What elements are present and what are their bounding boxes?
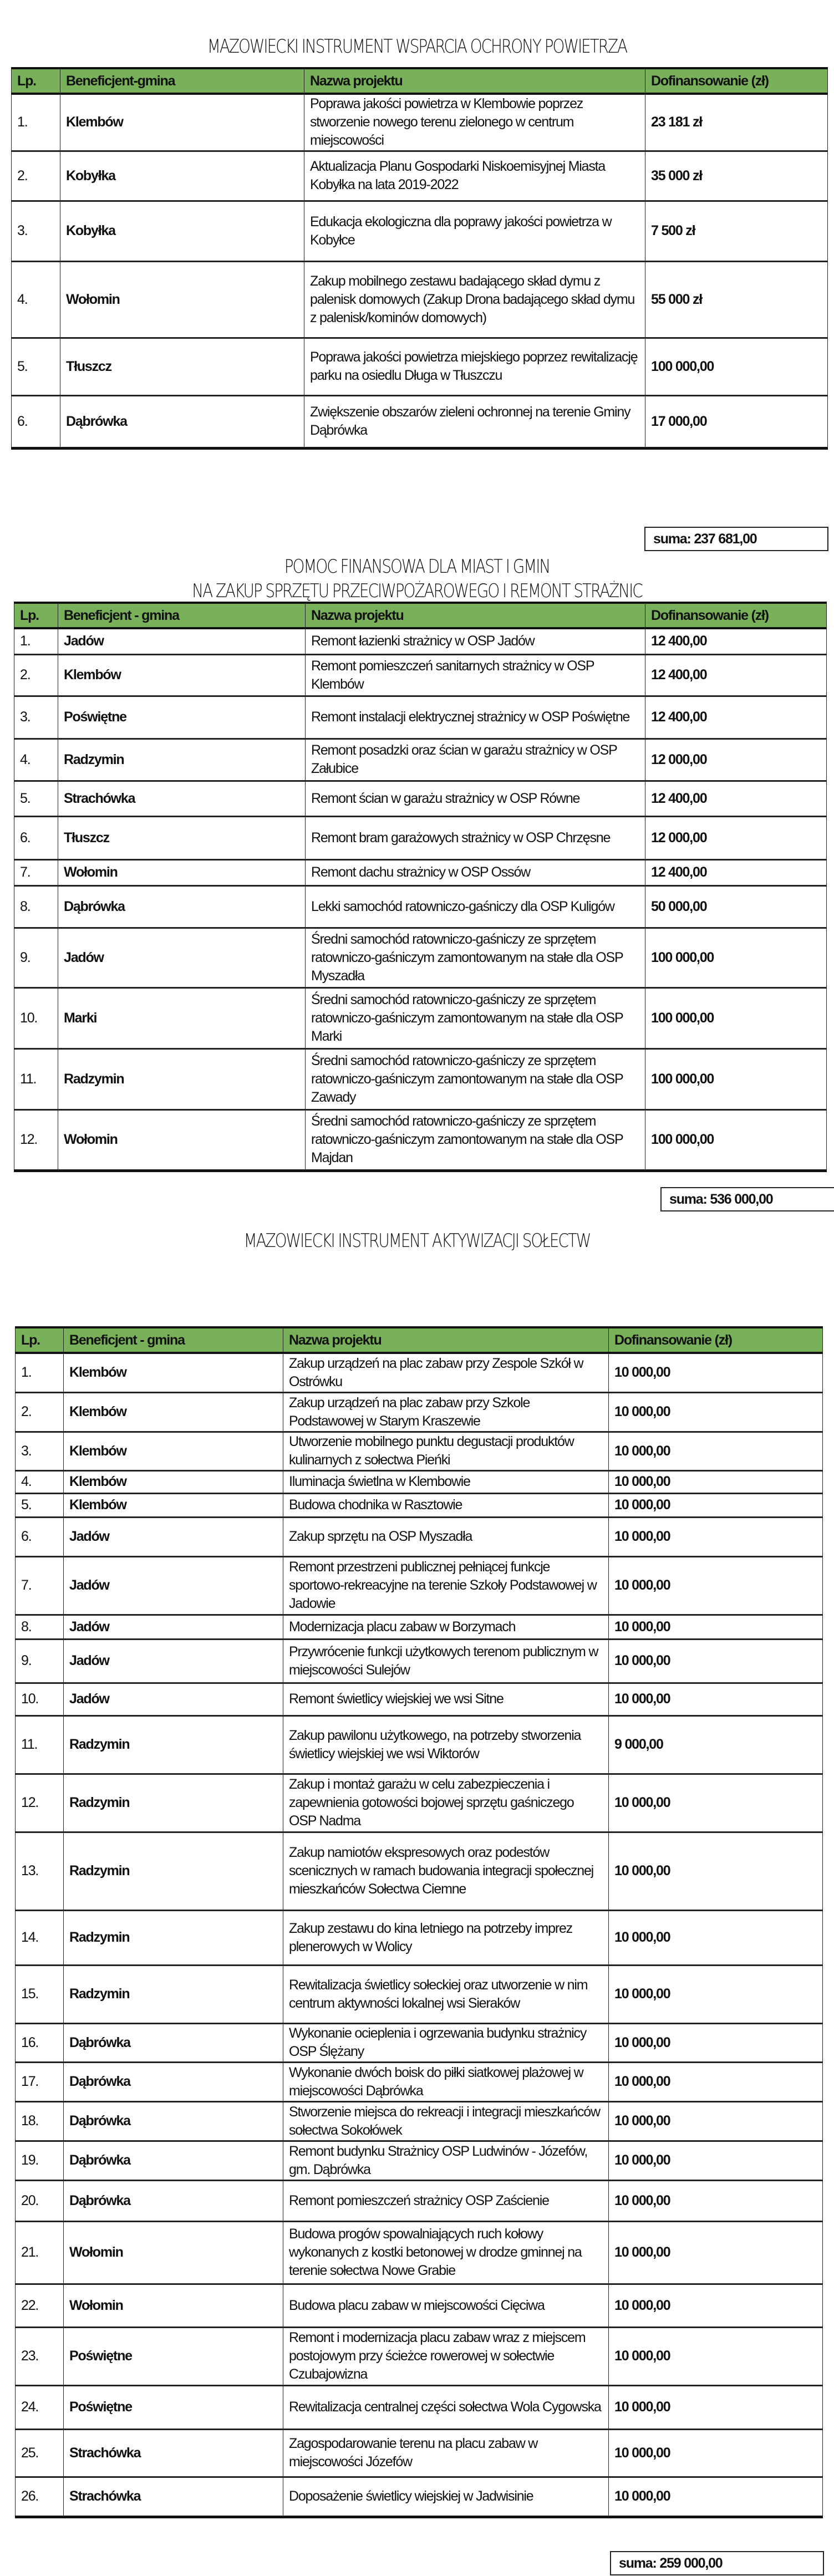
project-name: Zwiększenie obszarów zieleni ochronnej na terenie Gminy Dąbrówka — [304, 395, 645, 448]
project-name: Średni samochód ratowniczo-gaśniczy ze sprzętem ratowniczo-gaśniczym zamontowanym na stałe dla OSP Myszadła — [306, 928, 645, 987]
column-header-project: Nazwa projektu — [283, 1327, 609, 1353]
section-title-village-activation — [75, 1229, 759, 1253]
beneficiary-gmina: Kobyłka — [60, 151, 304, 201]
funding-amount: 100 000,00 — [645, 928, 827, 987]
table-row — [16, 2477, 823, 2517]
row-number: 5. — [14, 781, 58, 816]
project-name: Lekki samochód ratowniczo-gaśniczy dla OSP Kuligów — [306, 885, 645, 928]
funding-amount: 10 000,00 — [609, 1493, 823, 1517]
funding-amount: 7 500 zł — [645, 201, 828, 261]
row-number: 5. — [16, 1493, 64, 1517]
row-number: 5. — [12, 338, 60, 395]
beneficiary-gmina: Jadów — [64, 1639, 283, 1683]
row-number: 20. — [16, 2180, 64, 2221]
funding-amount: 10 000,00 — [609, 1910, 823, 1965]
project-name: Zakup sprzętu na OSP Myszadła — [283, 1517, 609, 1556]
project-name: Edukacja ekologiczna dla poprawy jakości powietrza w Kobyłce — [304, 201, 645, 261]
funding-amount: 100 000,00 — [645, 1048, 827, 1109]
grant-table-air-protection — [11, 67, 828, 450]
funding-amount: 12 400,00 — [645, 859, 827, 885]
funding-amount: 10 000,00 — [609, 1639, 823, 1683]
table-row — [16, 1556, 823, 1615]
row-number: 12. — [16, 1774, 64, 1832]
beneficiary-gmina: Radzymin — [64, 1715, 283, 1774]
row-number: 11. — [16, 1715, 64, 1774]
beneficiary-gmina: Dąbrówka — [64, 2180, 283, 2221]
beneficiary-gmina: Dąbrówka — [64, 2141, 283, 2180]
table-row — [14, 739, 827, 781]
table-row — [14, 928, 827, 987]
beneficiary-gmina: Wołomin — [64, 2221, 283, 2284]
beneficiary-gmina: Wołomin — [60, 261, 304, 338]
beneficiary-gmina: Klembów — [60, 94, 304, 151]
project-name: Doposażenie świetlicy wiejskiej w Jadwisinie — [283, 2477, 609, 2517]
beneficiary-gmina: Poświętne — [64, 2327, 283, 2385]
funding-amount: 10 000,00 — [609, 1965, 823, 2023]
table-row — [16, 2221, 823, 2284]
beneficiary-gmina: Dąbrówka — [64, 2101, 283, 2141]
table-row — [16, 1683, 823, 1715]
table-header-row — [14, 603, 827, 628]
table-row — [16, 2327, 823, 2385]
table-header-row — [16, 1327, 823, 1353]
table-row — [14, 885, 827, 928]
row-number: 9. — [14, 928, 58, 987]
column-header-project: Nazwa projektu — [304, 68, 645, 94]
grant-table-village-activation — [15, 1326, 823, 2518]
beneficiary-gmina: Radzymin — [58, 739, 306, 781]
beneficiary-gmina: Jadów — [64, 1683, 283, 1715]
funding-amount: 10 000,00 — [609, 2221, 823, 2284]
funding-amount: 55 000 zł — [645, 261, 828, 338]
project-name: Poprawa jakości powietrza miejskiego poprzez rewitalizację parku na osiedlu Długa w Tłuszczu — [304, 338, 645, 395]
funding-amount: 12 000,00 — [645, 816, 827, 859]
table-row — [12, 201, 828, 261]
row-number: 7. — [14, 859, 58, 885]
row-number: 1. — [16, 1353, 64, 1392]
row-number: 10. — [14, 987, 58, 1048]
grant-table-fire-protection — [14, 602, 827, 1172]
section-title-line: MAZOWIECKI INSTRUMENT WSPARCIA OCHRONY POWIETRZA — [207, 35, 627, 58]
project-name: Zakup pawilonu użytkowego, na potrzeby stworzenia świetlicy wiejskiej we wsi Wiktorów — [283, 1715, 609, 1774]
table-row — [14, 628, 827, 654]
sum-box-air-protection: suma: 237 681,00 — [644, 527, 828, 551]
table-row — [16, 1910, 823, 1965]
row-number: 24. — [16, 2385, 64, 2429]
beneficiary-gmina: Wołomin — [58, 1109, 306, 1170]
project-name: Zakup namiotów ekspresowych oraz podestów scenicznych w ramach budowania integracji społecznej mieszkańców Sołectwa Ciemne — [283, 1832, 609, 1910]
funding-amount: 10 000,00 — [609, 1774, 823, 1832]
project-name: Utworzenie mobilnego punktu degustacji produktów kulinarnych z sołectwa Pieńki — [283, 1432, 609, 1470]
table-row — [16, 1715, 823, 1774]
row-number: 4. — [12, 261, 60, 338]
row-number: 6. — [12, 395, 60, 448]
beneficiary-gmina: Dąbrówka — [64, 2023, 283, 2062]
table-header-row — [12, 68, 828, 94]
row-number: 15. — [16, 1965, 64, 2023]
project-name: Zakup mobilnego zestawu badającego skład dymu z palenisk domowych (Zakup Drona badającego skład dymu z palenisk/kominów domowych) — [304, 261, 645, 338]
project-name: Remont pomieszczeń strażnicy OSP Zaścienie — [283, 2180, 609, 2221]
column-header-lp: Lp. — [12, 68, 60, 94]
funding-amount: 10 000,00 — [609, 2385, 823, 2429]
table-row — [16, 2023, 823, 2062]
row-number: 7. — [16, 1556, 64, 1615]
project-name: Aktualizacja Planu Gospodarki Niskoemisyjnej Miasta Kobyłka na lata 2019-2022 — [304, 151, 645, 201]
column-header-lp: Lp. — [14, 603, 58, 628]
beneficiary-gmina: Poświętne — [64, 2385, 283, 2429]
table-row — [14, 696, 827, 739]
project-name: Iluminacja świetlna w Klembowie — [283, 1470, 609, 1493]
funding-amount: 100 000,00 — [645, 1109, 827, 1170]
table-row — [14, 1109, 827, 1170]
beneficiary-gmina: Radzymin — [64, 1910, 283, 1965]
funding-amount: 12 400,00 — [645, 696, 827, 739]
row-number: 25. — [16, 2429, 64, 2477]
beneficiary-gmina: Marki — [58, 987, 306, 1048]
beneficiary-gmina: Klembów — [64, 1432, 283, 1470]
project-name: Budowa chodnika w Rasztowie — [283, 1493, 609, 1517]
beneficiary-gmina: Strachówka — [58, 781, 306, 816]
column-header-gmina: Beneficjent - gmina — [58, 603, 306, 628]
project-name: Średni samochód ratowniczo-gaśniczy ze sprzętem ratowniczo-gaśniczym zamontowanym na stałe dla OSP Zawady — [306, 1048, 645, 1109]
row-number: 8. — [14, 885, 58, 928]
project-name: Wykonanie dwóch boisk do piłki siatkowej plażowej w miejscowości Dąbrówka — [283, 2062, 609, 2101]
project-name: Remont i modernizacja placu zabaw wraz z miejscem postojowym przy ścieżce rowerowej w sołectwie Czubajowizna — [283, 2327, 609, 2385]
table-row — [16, 1470, 823, 1493]
table-row — [14, 816, 827, 859]
project-name: Remont posadzki oraz ścian w garażu strażnicy w OSP Załubice — [306, 739, 645, 781]
funding-amount: 10 000,00 — [609, 1353, 823, 1392]
funding-amount: 10 000,00 — [609, 2141, 823, 2180]
project-name: Poprawa jakości powietrza w Klembowie poprzez stworzenie nowego terenu zielonego w centrum miejscowości — [304, 94, 645, 151]
project-name: Modernizacja placu zabaw w Borzymach — [283, 1615, 609, 1639]
beneficiary-gmina: Jadów — [64, 1615, 283, 1639]
beneficiary-gmina: Jadów — [58, 928, 306, 987]
funding-amount: 17 000,00 — [645, 395, 828, 448]
column-header-amount: Dofinansowanie (zł) — [609, 1327, 823, 1353]
beneficiary-gmina: Klembów — [58, 654, 306, 696]
beneficiary-gmina: Wołomin — [58, 859, 306, 885]
beneficiary-gmina: Radzymin — [64, 1832, 283, 1910]
row-number: 4. — [14, 739, 58, 781]
row-number: 2. — [16, 1392, 64, 1432]
row-number: 13. — [16, 1832, 64, 1910]
beneficiary-gmina: Wołomin — [64, 2284, 283, 2327]
funding-amount: 12 400,00 — [645, 654, 827, 696]
beneficiary-gmina: Tłuszcz — [58, 816, 306, 859]
funding-amount: 10 000,00 — [609, 1517, 823, 1556]
row-number: 9. — [16, 1639, 64, 1683]
table-row — [14, 654, 827, 696]
beneficiary-gmina: Radzymin — [64, 1965, 283, 2023]
table-row — [16, 1493, 823, 1517]
row-number: 23. — [16, 2327, 64, 2385]
beneficiary-gmina: Klembów — [64, 1493, 283, 1517]
row-number: 3. — [16, 1432, 64, 1470]
funding-amount: 10 000,00 — [609, 2101, 823, 2141]
funding-amount: 9 000,00 — [609, 1715, 823, 1774]
table-row — [16, 2180, 823, 2221]
row-number: 8. — [16, 1615, 64, 1639]
table-row — [12, 261, 828, 338]
beneficiary-gmina: Klembów — [64, 1392, 283, 1432]
table-row — [16, 1965, 823, 2023]
table-row — [16, 2385, 823, 2429]
funding-amount: 23 181 zł — [645, 94, 828, 151]
row-number: 12. — [14, 1109, 58, 1170]
project-name: Rewitalizacja świetlicy sołeckiej oraz utworzenie w nim centrum aktywności lokalnej wsi Sieraków — [283, 1965, 609, 2023]
table-row — [16, 2141, 823, 2180]
project-name: Remont ścian w garażu strażnicy w OSP Równe — [306, 781, 645, 816]
funding-amount: 10 000,00 — [609, 2477, 823, 2517]
row-number: 21. — [16, 2221, 64, 2284]
row-number: 18. — [16, 2101, 64, 2141]
table-row — [14, 987, 827, 1048]
row-number: 10. — [16, 1683, 64, 1715]
beneficiary-gmina: Jadów — [58, 628, 306, 654]
funding-amount: 12 000,00 — [645, 739, 827, 781]
project-name: Remont pomieszczeń sanitarnych strażnicy w OSP Klembów — [306, 654, 645, 696]
beneficiary-gmina: Jadów — [64, 1556, 283, 1615]
project-name: Zakup urządzeń na plac zabaw przy Szkole Podstawowej w Starym Kraszewie — [283, 1392, 609, 1432]
project-name: Średni samochód ratowniczo-gaśniczy ze sprzętem ratowniczo-gaśniczym zamontowanym na stałe dla OSP Majdan — [306, 1109, 645, 1170]
row-number: 11. — [14, 1048, 58, 1109]
beneficiary-gmina: Jadów — [64, 1517, 283, 1556]
beneficiary-gmina: Strachówka — [64, 2477, 283, 2517]
funding-amount: 10 000,00 — [609, 1683, 823, 1715]
funding-amount: 10 000,00 — [609, 2023, 823, 2062]
funding-amount: 10 000,00 — [609, 1470, 823, 1493]
row-number: 17. — [16, 2062, 64, 2101]
beneficiary-gmina: Radzymin — [64, 1774, 283, 1832]
project-name: Zakup urządzeń na plac zabaw przy Zespole Szkół w Ostrówku — [283, 1353, 609, 1392]
project-name: Wykonanie ocieplenia i ogrzewania budynku strażnicy OSP Ślężany — [283, 2023, 609, 2062]
beneficiary-gmina: Radzymin — [58, 1048, 306, 1109]
funding-amount: 35 000 zł — [645, 151, 828, 201]
table-row — [12, 338, 828, 395]
project-name: Remont budynku Strażnicy OSP Ludwinów - Józefów, gm. Dąbrówka — [283, 2141, 609, 2180]
table-row — [16, 2429, 823, 2477]
row-number: 2. — [12, 151, 60, 201]
beneficiary-gmina: Dąbrówka — [64, 2062, 283, 2101]
row-number: 19. — [16, 2141, 64, 2180]
funding-amount: 10 000,00 — [609, 2284, 823, 2327]
row-number: 16. — [16, 2023, 64, 2062]
row-number: 1. — [12, 94, 60, 151]
section-title-line: NA ZAKUP SPRZĘTU PRZECIWPOŻAROWEGO I REMONT STRAŻNIC — [192, 580, 642, 602]
sum-box-village-activation: suma: 259 000,00 — [610, 2551, 824, 2575]
column-header-project: Nazwa projektu — [306, 603, 645, 628]
project-name: Zakup i montaż garażu w celu zabezpieczenia i zapewnienia gotowości bojowej sprzętu gaśniczego OSP Nadma — [283, 1774, 609, 1832]
row-number: 22. — [16, 2284, 64, 2327]
row-number: 1. — [14, 628, 58, 654]
funding-amount: 10 000,00 — [609, 1556, 823, 1615]
section-title-air-protection — [75, 34, 759, 59]
column-header-amount: Dofinansowanie (zł) — [645, 68, 828, 94]
funding-amount: 12 400,00 — [645, 781, 827, 816]
row-number: 3. — [12, 201, 60, 261]
table-row — [16, 1392, 823, 1432]
table-row — [16, 1615, 823, 1639]
column-header-lp: Lp. — [16, 1327, 64, 1353]
beneficiary-gmina: Dąbrówka — [58, 885, 306, 928]
funding-amount: 10 000,00 — [609, 2180, 823, 2221]
project-name: Budowa placu zabaw w miejscowości Cięciwa — [283, 2284, 609, 2327]
project-name: Remont przestrzeni publicznej pełniącej funkcje sportowo-rekreacyjne na terenie Szkoły Podstawowej w Jadowie — [283, 1556, 609, 1615]
project-name: Budowa progów spowalniających ruch kołowy wykonanych z kostki betonowej w drodze gminnej na terenie sołectwa Nowe Grabie — [283, 2221, 609, 2284]
table-row — [12, 151, 828, 201]
funding-amount: 10 000,00 — [609, 1832, 823, 1910]
project-name: Rewitalizacja centralnej części sołectwa Wola Cygowska — [283, 2385, 609, 2429]
table-row — [16, 2284, 823, 2327]
project-name: Remont bram garażowych strażnicy w OSP Chrzęsne — [306, 816, 645, 859]
funding-amount: 50 000,00 — [645, 885, 827, 928]
project-name: Remont dachu strażnicy w OSP Ossów — [306, 859, 645, 885]
row-number: 6. — [16, 1517, 64, 1556]
funding-amount: 10 000,00 — [609, 1432, 823, 1470]
table-row — [12, 395, 828, 448]
beneficiary-gmina: Klembów — [64, 1353, 283, 1392]
table-row — [12, 94, 828, 151]
beneficiary-gmina: Kobyłka — [60, 201, 304, 261]
table-row — [16, 1353, 823, 1392]
table-row — [14, 781, 827, 816]
project-name: Remont instalacji elektrycznej strażnicy w OSP Poświętne — [306, 696, 645, 739]
section-title-line: MAZOWIECKI INSTRUMENT AKTYWIZACJI SOŁECTW — [243, 1230, 591, 1252]
funding-amount: 10 000,00 — [609, 2062, 823, 2101]
table-row — [16, 1639, 823, 1683]
beneficiary-gmina: Tłuszcz — [60, 338, 304, 395]
funding-amount: 10 000,00 — [609, 2429, 823, 2477]
project-name: Zagospodarowanie terenu na placu zabaw w miejscowości Józefów — [283, 2429, 609, 2477]
funding-amount: 10 000,00 — [609, 1615, 823, 1639]
project-name: Zakup zestawu do kina letniego na potrzeby imprez plenerowych w Wolicy — [283, 1910, 609, 1965]
project-name: Remont świetlicy wiejskiej we wsi Sitne — [283, 1683, 609, 1715]
table-row — [16, 1432, 823, 1470]
table-row — [14, 859, 827, 885]
table-row — [16, 2062, 823, 2101]
table-row — [16, 2101, 823, 2141]
row-number: 26. — [16, 2477, 64, 2517]
beneficiary-gmina: Klembów — [64, 1470, 283, 1493]
column-header-amount: Dofinansowanie (zł) — [645, 603, 827, 628]
section-title-line: POMOC FINANSOWA DLA MIAST I GMIN — [284, 556, 550, 578]
row-number: 3. — [14, 696, 58, 739]
section-title-fire-protection — [75, 554, 759, 603]
table-row — [16, 1832, 823, 1910]
column-header-gmina: Beneficjent-gmina — [60, 68, 304, 94]
funding-amount: 12 400,00 — [645, 628, 827, 654]
beneficiary-gmina: Poświętne — [58, 696, 306, 739]
column-header-gmina: Beneficjent - gmina — [64, 1327, 283, 1353]
table-row — [14, 1048, 827, 1109]
sum-box-fire-protection: suma: 536 000,00 — [660, 1187, 834, 1211]
project-name: Przywrócenie funkcji użytkowych terenom publicznym w miejscowości Sulejów — [283, 1639, 609, 1683]
project-name: Remont łazienki strażnicy w OSP Jadów — [306, 628, 645, 654]
table-row — [16, 1517, 823, 1556]
row-number: 2. — [14, 654, 58, 696]
funding-amount: 10 000,00 — [609, 2327, 823, 2385]
row-number: 6. — [14, 816, 58, 859]
beneficiary-gmina: Dąbrówka — [60, 395, 304, 448]
table-row — [16, 1774, 823, 1832]
row-number: 4. — [16, 1470, 64, 1493]
funding-amount: 100 000,00 — [645, 338, 828, 395]
project-name: Stworzenie miejsca do rekreacji i integracji mieszkańców sołectwa Sokołówek — [283, 2101, 609, 2141]
funding-amount: 100 000,00 — [645, 987, 827, 1048]
beneficiary-gmina: Strachówka — [64, 2429, 283, 2477]
row-number: 14. — [16, 1910, 64, 1965]
project-name: Średni samochód ratowniczo-gaśniczy ze sprzętem ratowniczo-gaśniczym zamontowanym na stałe dla OSP Marki — [306, 987, 645, 1048]
funding-amount: 10 000,00 — [609, 1392, 823, 1432]
